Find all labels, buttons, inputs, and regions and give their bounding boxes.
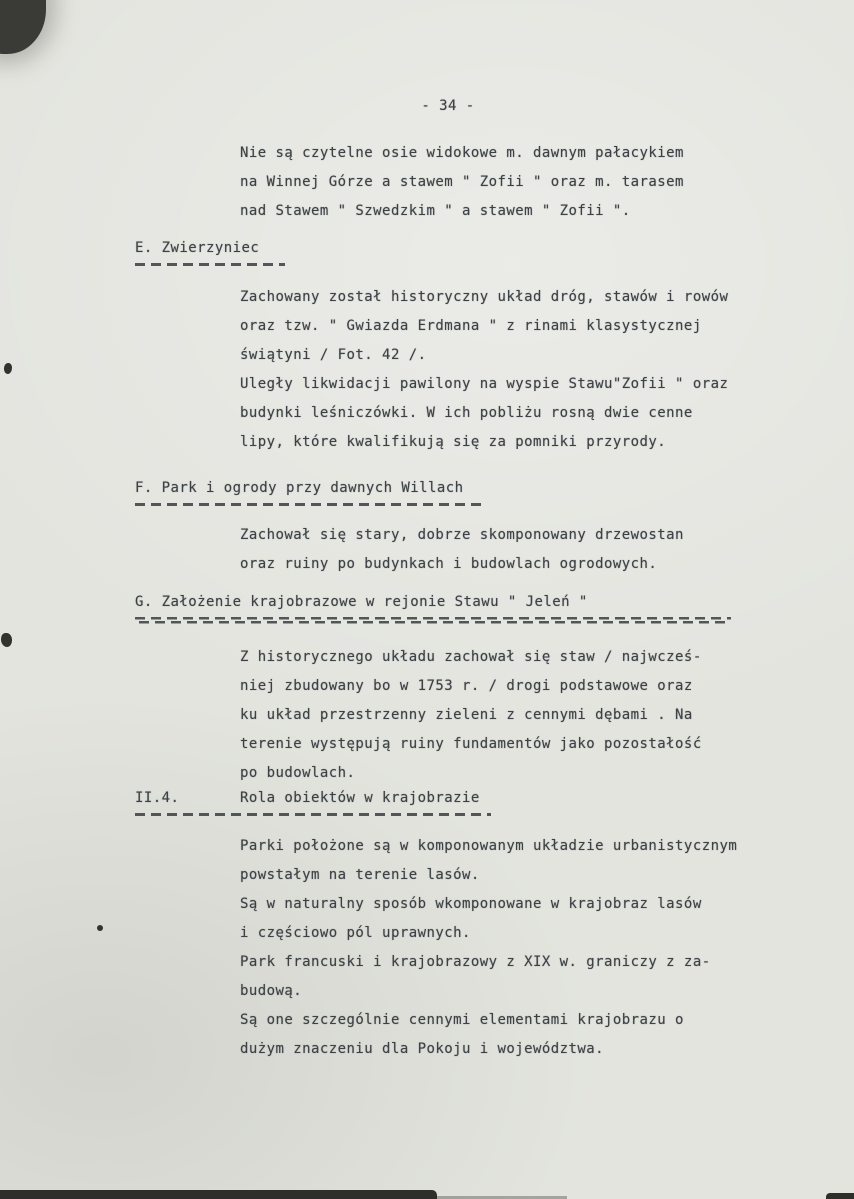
page-number: - 34 - — [421, 98, 475, 114]
text-line: Są one szczególnie cennymi elementami krajobrazu o — [240, 1012, 684, 1028]
section-body — [240, 521, 684, 579]
text-line: Zachował się stary, dobrze skomponowany drzewostan — [240, 527, 684, 543]
text-line: po budowlach. — [240, 765, 356, 781]
dashed-underline — [135, 263, 285, 266]
text-line: Uległy likwidacji pawilony na wyspie Stawu"Zofii " oraz — [240, 376, 729, 392]
section-f-parki-ogrody — [135, 474, 684, 579]
scan-edge-artifact — [0, 1190, 437, 1199]
intro-paragraph — [240, 139, 684, 226]
dashed-underline — [135, 617, 731, 624]
section-body — [240, 283, 728, 457]
text-line: niej zbudowany bo w 1753 r. / drogi podstawowe oraz — [240, 678, 693, 694]
text-line: ku układ przestrzenny zieleni z cennymi dębami . Na — [240, 707, 693, 723]
text-line: Z historycznego układu zachował się staw / najwcześ- — [240, 649, 702, 665]
text-line: Są w naturalny sposób wkomponowane w krajobraz lasów — [240, 896, 702, 912]
ink-speck — [4, 363, 12, 374]
section-heading: E. Zwierzyniec — [135, 240, 260, 256]
text-line: powstałym na terenie lasów. — [240, 867, 480, 883]
scan-corner-artifact — [0, 0, 46, 54]
ink-speck — [1, 633, 12, 647]
text-line: świątyni / Fot. 42 /. — [240, 347, 427, 363]
dashed-underline — [135, 503, 485, 506]
section-heading-row — [135, 784, 737, 813]
text-line: oraz tzw. " Gwiazda Erdmana " z rinami klasystycznej — [240, 318, 702, 334]
text-line: Parki położone są w komponowanym układzie urbanistycznym — [240, 838, 738, 854]
text-line: budową. — [240, 983, 303, 999]
text-line: budynki leśniczówki. W ich pobliżu rosną dwie cenne — [240, 405, 693, 421]
text-line: lipy, które kwalifikują się za pomniki przyrody. — [240, 434, 667, 450]
text-line: na Winnej Górze a stawem " Zofii " oraz m. tarasem — [240, 174, 684, 190]
dashed-underline — [135, 813, 491, 816]
text-line: nad Stawem " Szwedzkim " a stawem " Zofii ". — [240, 203, 631, 219]
section-heading: F. Park i ogrody przy dawnych Willach — [135, 480, 464, 496]
text-line: terenie występują ruiny fundamentów jako pozostałość — [240, 736, 702, 752]
section-g-zalozenie-krajobrazowe — [135, 588, 731, 788]
section-body — [240, 832, 737, 1064]
section-heading: G. Założenie krajobrazowe w rejonie Stawu " Jeleń " — [135, 594, 588, 610]
ink-speck — [97, 925, 103, 931]
text-line: Park francuski i krajobrazowy z XIX w. graniczy z za- — [240, 954, 711, 970]
section-body — [240, 643, 731, 788]
text-line: i częściowo pól uprawnych. — [240, 925, 471, 941]
section-ii4-rola-obiektow — [135, 784, 737, 1064]
section-heading: Rola obiektów w krajobrazie — [240, 790, 480, 806]
section-number: II.4. — [135, 790, 180, 806]
text-line: Zachowany został historyczny układ dróg, stawów i rowów — [240, 289, 729, 305]
section-e-zwierzyniec — [135, 234, 728, 457]
text-line: dużym znaczeniu dla Pokoju i województwa. — [240, 1041, 605, 1057]
scan-edge-artifact — [826, 1193, 854, 1199]
text-line: oraz ruiny po budynkach i budowlach ogrodowych. — [240, 556, 658, 572]
text-line: Nie są czytelne osie widokowe m. dawnym pałacykiem — [240, 145, 684, 161]
